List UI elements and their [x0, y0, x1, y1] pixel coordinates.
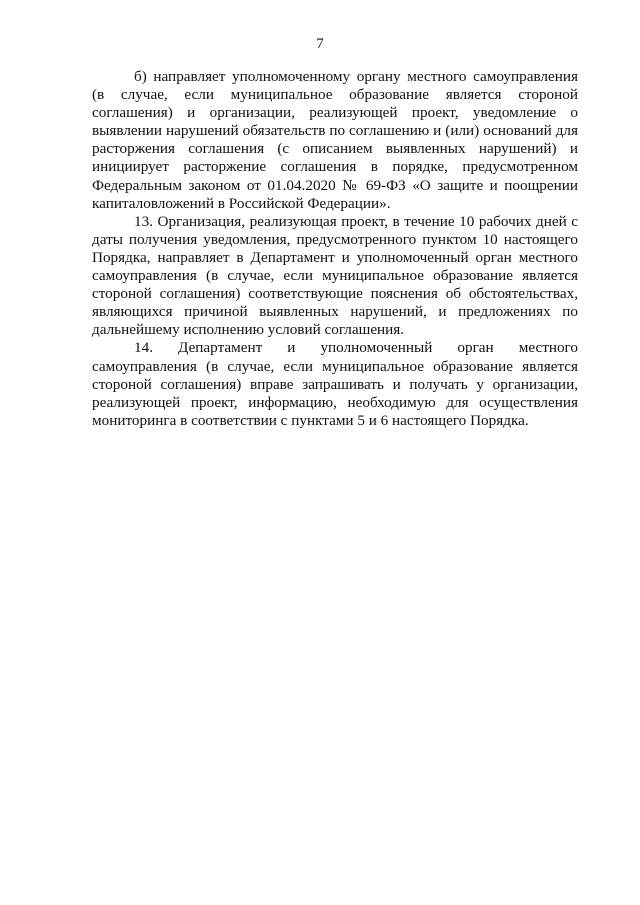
page-number: 7 [316, 36, 324, 52]
paragraph-b: б) направляет уполномоченному органу местного самоуправления (в случае, если муниципальное образование является стороной соглашения) и организации, реализующей проект, уведомление о выявлении нарушений обязательств по соглашению и (или) оснований для расторжения соглашения (с описанием выявленных нарушений) и инициирует расторжение соглашения в порядке, предусмотренном Федеральным законом от 01.04.2020 № 69-ФЗ «О защите и поощрении капиталовложений в Российской Федерации». [92, 68, 578, 212]
paragraph-13: 13. Организация, реализующая проект, в течение 10 рабочих дней с даты получения уведомления, предусмотренного пунктом 10 настоящего Порядка, направляет в Департамент и уполномоченный орган местного самоуправления (в случае, если муниципальное образование является стороной соглашения) соответствующие пояснения об обстоятельствах, являющихся причиной выявленных нарушений, и предложениях по дальнейшему исполнению условий соглашения. [92, 212, 578, 339]
paragraph-14: 14. Департамент и уполномоченный орган местного самоуправления (в случае, если муниципальное образование является стороной соглашения) вправе запрашивать и получать у организации, реализующей проект, информацию, необходимую для осуществления мониторинга в соответствии с пунктами 5 и 6 настоящего Порядка. [92, 339, 578, 429]
document-body [92, 68, 578, 430]
